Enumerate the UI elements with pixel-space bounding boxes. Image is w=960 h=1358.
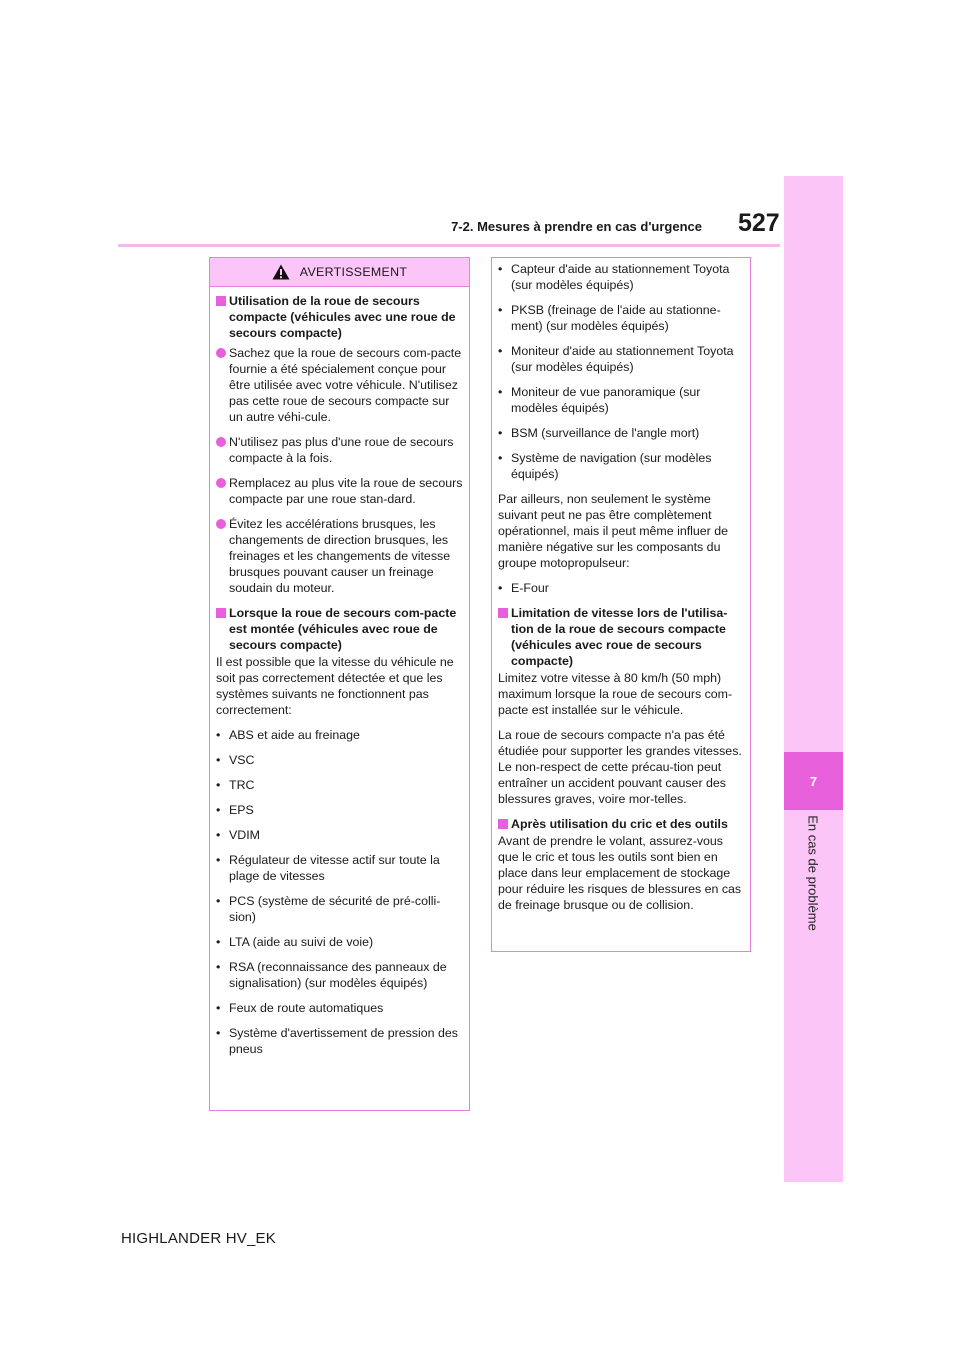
warning-item xyxy=(216,516,463,596)
system-list-item: • VDIM xyxy=(216,827,463,843)
warning-continuation-box xyxy=(491,257,751,952)
system-list-item: • RSA (reconnaissance des panneaux de signalisation) (sur modèles équipés) xyxy=(216,959,463,991)
system-list-item: • Feux de route automatiques xyxy=(216,1000,463,1016)
warning-box xyxy=(209,257,470,1111)
page-number: 527 xyxy=(738,209,780,237)
system-list-item: • Système d'avertissement de pression des pneus xyxy=(216,1025,463,1057)
side-tab xyxy=(784,176,843,1182)
header-rule xyxy=(118,244,780,247)
round-bullet-icon xyxy=(216,437,226,447)
speed-limit-heading xyxy=(498,605,744,669)
footer-model: HIGHLANDER HV_EK xyxy=(121,1230,276,1247)
chapter-number: 7 xyxy=(784,752,843,810)
system-list-item: • TRC xyxy=(216,777,463,793)
powertrain-paragraph: Par ailleurs, non seulement le système suivant peut ne pas être complètement opérationnel, mais il peut même influer de manière négative sur les composants du groupe motopropulseur: xyxy=(498,492,729,570)
jack-tools-heading xyxy=(498,816,744,832)
warning-title: AVERTISSEMENT xyxy=(299,265,408,279)
warning-header xyxy=(210,258,469,287)
jack-tools-paragraph: Avant de prendre le volant, assurez-vous que le cric et tous les outils sont bien en place dans leur emplacement de stockage pour réduire les risques de blessures en cas de freinage brusque ou de collision. xyxy=(498,834,742,912)
heading-text: Lorsque la roue de secours com-pacte est montée (véhicules avec roue de secours compacte) xyxy=(229,606,457,652)
system-list-item: • ABS et aide au freinage xyxy=(216,727,463,743)
square-bullet-icon xyxy=(498,819,508,829)
powertrain-list-item: • E-Four xyxy=(498,580,744,596)
speed-limit-paragraph: Limitez votre vitesse à 80 km/h (50 mph) maximum lorsque la roue de secours com-pacte est installée sur le véhicule. xyxy=(498,671,733,717)
system-list-item: • Capteur d'aide au stationnement Toyota (sur modèles équipés) xyxy=(498,261,744,293)
warning-item xyxy=(216,434,463,466)
warning-item xyxy=(216,345,463,425)
round-bullet-icon xyxy=(216,348,226,358)
warning-triangle-icon xyxy=(272,264,290,280)
system-list-item: • PCS (système de sécurité de pré-colli-sion) xyxy=(216,893,463,925)
heading-text: Limitation de vitesse lors de l'utilisa-tion de la roue de secours compacte (véhicules avec roue de secours compacte) xyxy=(511,606,728,668)
heading-text: Après utilisation du cric et des outils xyxy=(511,817,728,831)
high-speed-paragraph: La roue de secours compacte n'a pas été étudiée pour supporter les grandes vitesses. Le non-respect de cette précau-tion peut entraîner un accident pouvant causer des blessures graves, voire mor-telles. xyxy=(498,728,742,806)
warning-item-text: Remplacez au plus vite la roue de secours compacte par une roue stan-dard. xyxy=(229,476,463,506)
system-list-item: • EPS xyxy=(216,802,463,818)
continuation-body xyxy=(492,258,750,913)
round-bullet-icon xyxy=(216,478,226,488)
square-bullet-icon xyxy=(216,296,226,306)
section-title: 7-2. Mesures à prendre en cas d'urgence xyxy=(451,219,702,234)
warning-body xyxy=(210,287,469,1057)
system-list-item: • Régulateur de vitesse actif sur toute la plage de vitesses xyxy=(216,852,463,884)
system-list-item: • PKSB (freinage de l'aide au stationne-ment) (sur modèles équipés) xyxy=(498,302,744,334)
heading-text: Utilisation de la roue de secours compacte (véhicules avec une roue de secours compacte) xyxy=(229,294,456,340)
warning-heading-compact-spare xyxy=(216,293,463,341)
system-list-item: • Moniteur d'aide au stationnement Toyota (sur modèles équipés) xyxy=(498,343,744,375)
warning-item-text: N'utilisez pas plus d'une roue de secours compacte à la fois. xyxy=(229,435,454,465)
system-list-item: • VSC xyxy=(216,752,463,768)
system-list-item: • Système de navigation (sur modèles équipés) xyxy=(498,450,744,482)
round-bullet-icon xyxy=(216,519,226,529)
warning-paragraph: Il est possible que la vitesse du véhicule ne soit pas correctement détectée et que les systèmes suivants ne fonctionnent pas correctement: xyxy=(216,655,454,717)
system-list-item: • LTA (aide au suivi de voie) xyxy=(216,934,463,950)
square-bullet-icon xyxy=(216,608,226,618)
warning-heading-mounted xyxy=(216,605,463,653)
system-list-item: • BSM (surveillance de l'angle mort) xyxy=(498,425,744,441)
chapter-label: En cas de problème xyxy=(805,815,821,931)
warning-item xyxy=(216,475,463,507)
system-list-item: • Moniteur de vue panoramique (sur modèles équipés) xyxy=(498,384,744,416)
square-bullet-icon xyxy=(498,608,508,618)
warning-item-text: Évitez les accélérations brusques, les changements de direction brusques, les freinages et les changements de vitesse brusques pouvant causer un freinage soudain du moteur. xyxy=(229,517,451,595)
warning-item-text: Sachez que la roue de secours com-pacte fournie a été spécialement conçue pour être utilisée avec votre véhicule. N'utilisez pas cette roue de secours compacte sur un autre véhi-cule. xyxy=(229,346,462,424)
